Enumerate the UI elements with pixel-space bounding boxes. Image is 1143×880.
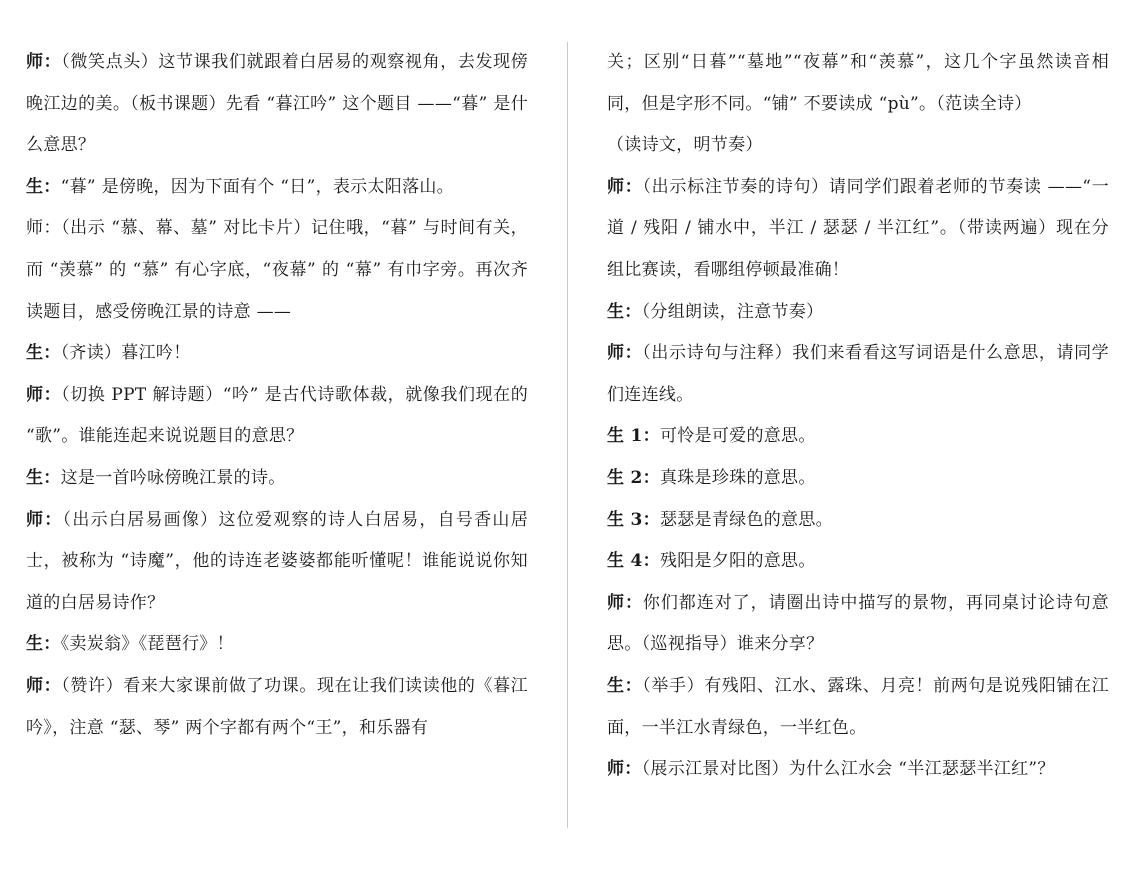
dialogue-text: （出示诗句与注释）我们来看看这写词语是什么意思，请同学们连连线。 — [607, 343, 1109, 405]
dialogue-paragraph — [607, 541, 1109, 583]
dialogue-text: （出示标注节奏的诗句）请同学们跟着老师的节奏读 ——“一道 / 残阳 / 铺水中，半江 / 瑟瑟 / 半江红”。（带读两遍）现在分组比赛读，看哪组停顿最准确！ — [607, 176, 1109, 280]
dialogue-paragraph — [607, 333, 1109, 416]
dialogue-paragraph — [607, 583, 1109, 666]
dialogue-paragraph — [607, 125, 1109, 167]
dialogue-paragraph — [607, 292, 1109, 334]
dialogue-text: （出示白居易画像）这位爱观察的诗人白居易，自号香山居士，被称为 “诗魔”，他的诗连老婆婆都能听懂呢！谁能说说你知道的白居易诗作？ — [26, 509, 528, 613]
speaker-label: 师： — [26, 509, 63, 530]
speaker-label: 师： — [26, 675, 62, 696]
dialogue-paragraph — [607, 458, 1109, 500]
dialogue-paragraph — [26, 375, 528, 458]
dialogue-text: 关；区别“日暮”“墓地”“夜幕”和“羡慕”，这几个字虽然读音相同，但是字形不同。“铺” 不要读成 “pù”。（范读全诗） — [607, 52, 1109, 114]
dialogue-paragraph — [26, 666, 528, 749]
dialogue-text: （赞许）看来大家课前做了功课。现在让我们读读他的《暮江吟》，注意 “瑟、琴” 两个字都有两个“王”，和乐器有 — [26, 675, 528, 738]
dialogue-text: 可怜是可爱的意思。 — [659, 426, 816, 447]
speaker-label: 师： — [607, 343, 643, 364]
left-column — [26, 42, 528, 749]
dialogue-text: 残阳是夕阳的意思。 — [659, 551, 816, 572]
dialogue-text: 你们都连对了，请圈出诗中描写的景物，再同桌讨论诗句意思。（巡视指导）谁来分享？ — [607, 592, 1109, 655]
dialogue-paragraph — [26, 333, 528, 375]
speaker-label: 生： — [26, 467, 61, 488]
speaker-label: 生： — [607, 675, 643, 696]
dialogue-text: （切换 PPT 解诗题）“吟” 是古代诗歌体裁，就像我们现在的 “歌”。谁能连起来说说题目的意思？ — [26, 384, 528, 447]
dialogue-text: （微笑点头）这节课我们就跟着白居易的观察视角，去发现傍晚江边的美。（板书课题）先看 “暮江吟” 这个题目 ——“暮” 是什么意思？ — [26, 52, 528, 156]
dialogue-paragraph — [26, 42, 528, 167]
dialogue-paragraph — [607, 749, 1109, 791]
speaker-label: 生 2： — [607, 467, 660, 488]
dialogue-text: （齐读）暮江吟！ — [60, 343, 191, 364]
dialogue-text: （出示 “慕、幕、墓” 对比卡片）记住哦，“暮” 与时间有关，而 “羡慕” 的 “慕” 有心字底，“夜幕” 的 “幕” 有巾字旁。再次齐读题目，感受傍晚江景的诗意 —— — [26, 218, 528, 322]
dialogue-paragraph — [607, 416, 1109, 458]
right-column — [607, 42, 1109, 791]
dialogue-paragraph — [607, 42, 1109, 125]
dialogue-text: 瑟瑟是青绿色的意思。 — [659, 509, 833, 530]
dialogue-text: 真珠是珍珠的意思。 — [659, 467, 816, 488]
dialogue-paragraph — [26, 458, 528, 500]
speaker-label: 师： — [607, 176, 643, 197]
dialogue-paragraph — [26, 624, 528, 666]
dialogue-paragraph — [607, 167, 1109, 292]
dialogue-text: “暮” 是傍晚，因为下面有个 “日”，表示太阳落山。 — [60, 176, 454, 197]
dialogue-text: （分组朗读，注意节奏） — [641, 301, 824, 322]
dialogue-paragraph — [26, 500, 528, 625]
speaker-label: 师： — [26, 218, 62, 239]
speaker-label: 师： — [607, 759, 642, 780]
dialogue-text: （举手）有残阳、江水、露珠、月亮！前两句是说残阳铺在江面，一半江水青绿色，一半红色。 — [607, 675, 1109, 738]
dialogue-text: （读诗文，明节奏） — [607, 135, 763, 156]
speaker-label: 生： — [607, 301, 642, 322]
speaker-label: 生： — [26, 634, 61, 655]
speaker-label: 生 3： — [607, 509, 660, 530]
dialogue-paragraph — [26, 167, 528, 209]
speaker-label: 师： — [26, 52, 62, 72]
speaker-label: 生 1： — [607, 426, 660, 447]
column-divider — [567, 42, 568, 828]
dialogue-paragraph — [26, 208, 528, 333]
speaker-label: 生 4： — [607, 551, 660, 572]
dialogue-text: 这是一首吟咏傍晚江景的诗。 — [60, 467, 286, 488]
dialogue-text: （展示江景对比图）为什么江水会 “半江瑟瑟半江红”？ — [641, 759, 1055, 780]
dialogue-paragraph — [607, 666, 1109, 749]
speaker-label: 生： — [26, 176, 61, 197]
speaker-label: 生： — [26, 343, 61, 364]
speaker-label: 师： — [607, 592, 643, 613]
dialogue-text: 《卖炭翁》《琵琶行》！ — [60, 634, 234, 655]
dialogue-paragraph — [607, 500, 1109, 542]
speaker-label: 师： — [26, 384, 62, 405]
